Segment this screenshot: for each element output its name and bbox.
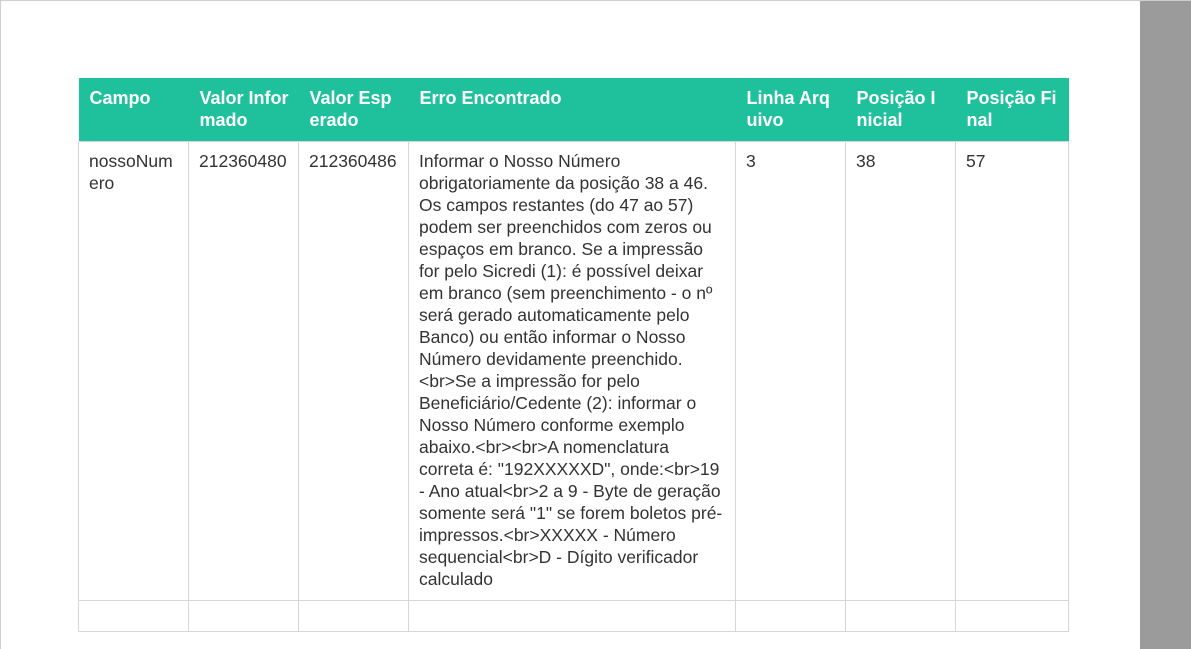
column-header-campo: Campo [79,78,189,142]
empty-cell [299,601,409,632]
column-header-linha-arquivo: Linha Arquivo [736,78,846,142]
table-header-row [79,78,1069,142]
column-header-valor-esperado: Valor Esperado [299,78,409,142]
validation-error-table [78,78,1069,632]
empty-cell [736,601,846,632]
cell-posicao-inicial: 38 [846,142,956,601]
empty-cell [189,601,299,632]
cell-valor-informado: 212360480 [189,142,299,601]
cell-campo: nossoNumero [79,142,189,601]
scrollbar-panel[interactable] [1140,1,1191,649]
column-header-posicao-inicial: Posição Inicial [846,78,956,142]
empty-cell [79,601,189,632]
empty-cell [409,601,736,632]
cell-erro-encontrado: Informar o Nosso Número obrigatoriamente da posição 38 a 46. Os campos restantes (do 47 ao 57) podem ser preenchidos com zeros ou espaços em branco. Se a impressão for pelo Sicredi (1): é possível deixar em branco (sem preenchimento - o nº será gerado automaticamente pelo Banco) ou então informar o Nosso Número devidamente preenchido.<br>Se a impressão for pelo Beneficiário/Cedente (2): informar o Nosso Número conforme exemplo abaixo.<br><br>A nomenclatura correta é: "192XXXXXD", onde:<br>19 - Ano atual<br>2 a 9 - Byte de geração somente será "1" se forem boletos pré-impressos.<br>XXXXX - Número sequencial<br>D - Dígito verificador calculado [409,142,736,601]
table-row [79,142,1069,601]
cell-valor-esperado: 212360486 [299,142,409,601]
column-header-erro-encontrado: Erro Encontrado [409,78,736,142]
empty-cell [846,601,956,632]
empty-cell [956,601,1069,632]
cell-posicao-final: 57 [956,142,1069,601]
column-header-posicao-final: Posição Final [956,78,1069,142]
cell-linha-arquivo: 3 [736,142,846,601]
column-header-valor-informado: Valor Informado [189,78,299,142]
table-row-partial [79,601,1069,632]
